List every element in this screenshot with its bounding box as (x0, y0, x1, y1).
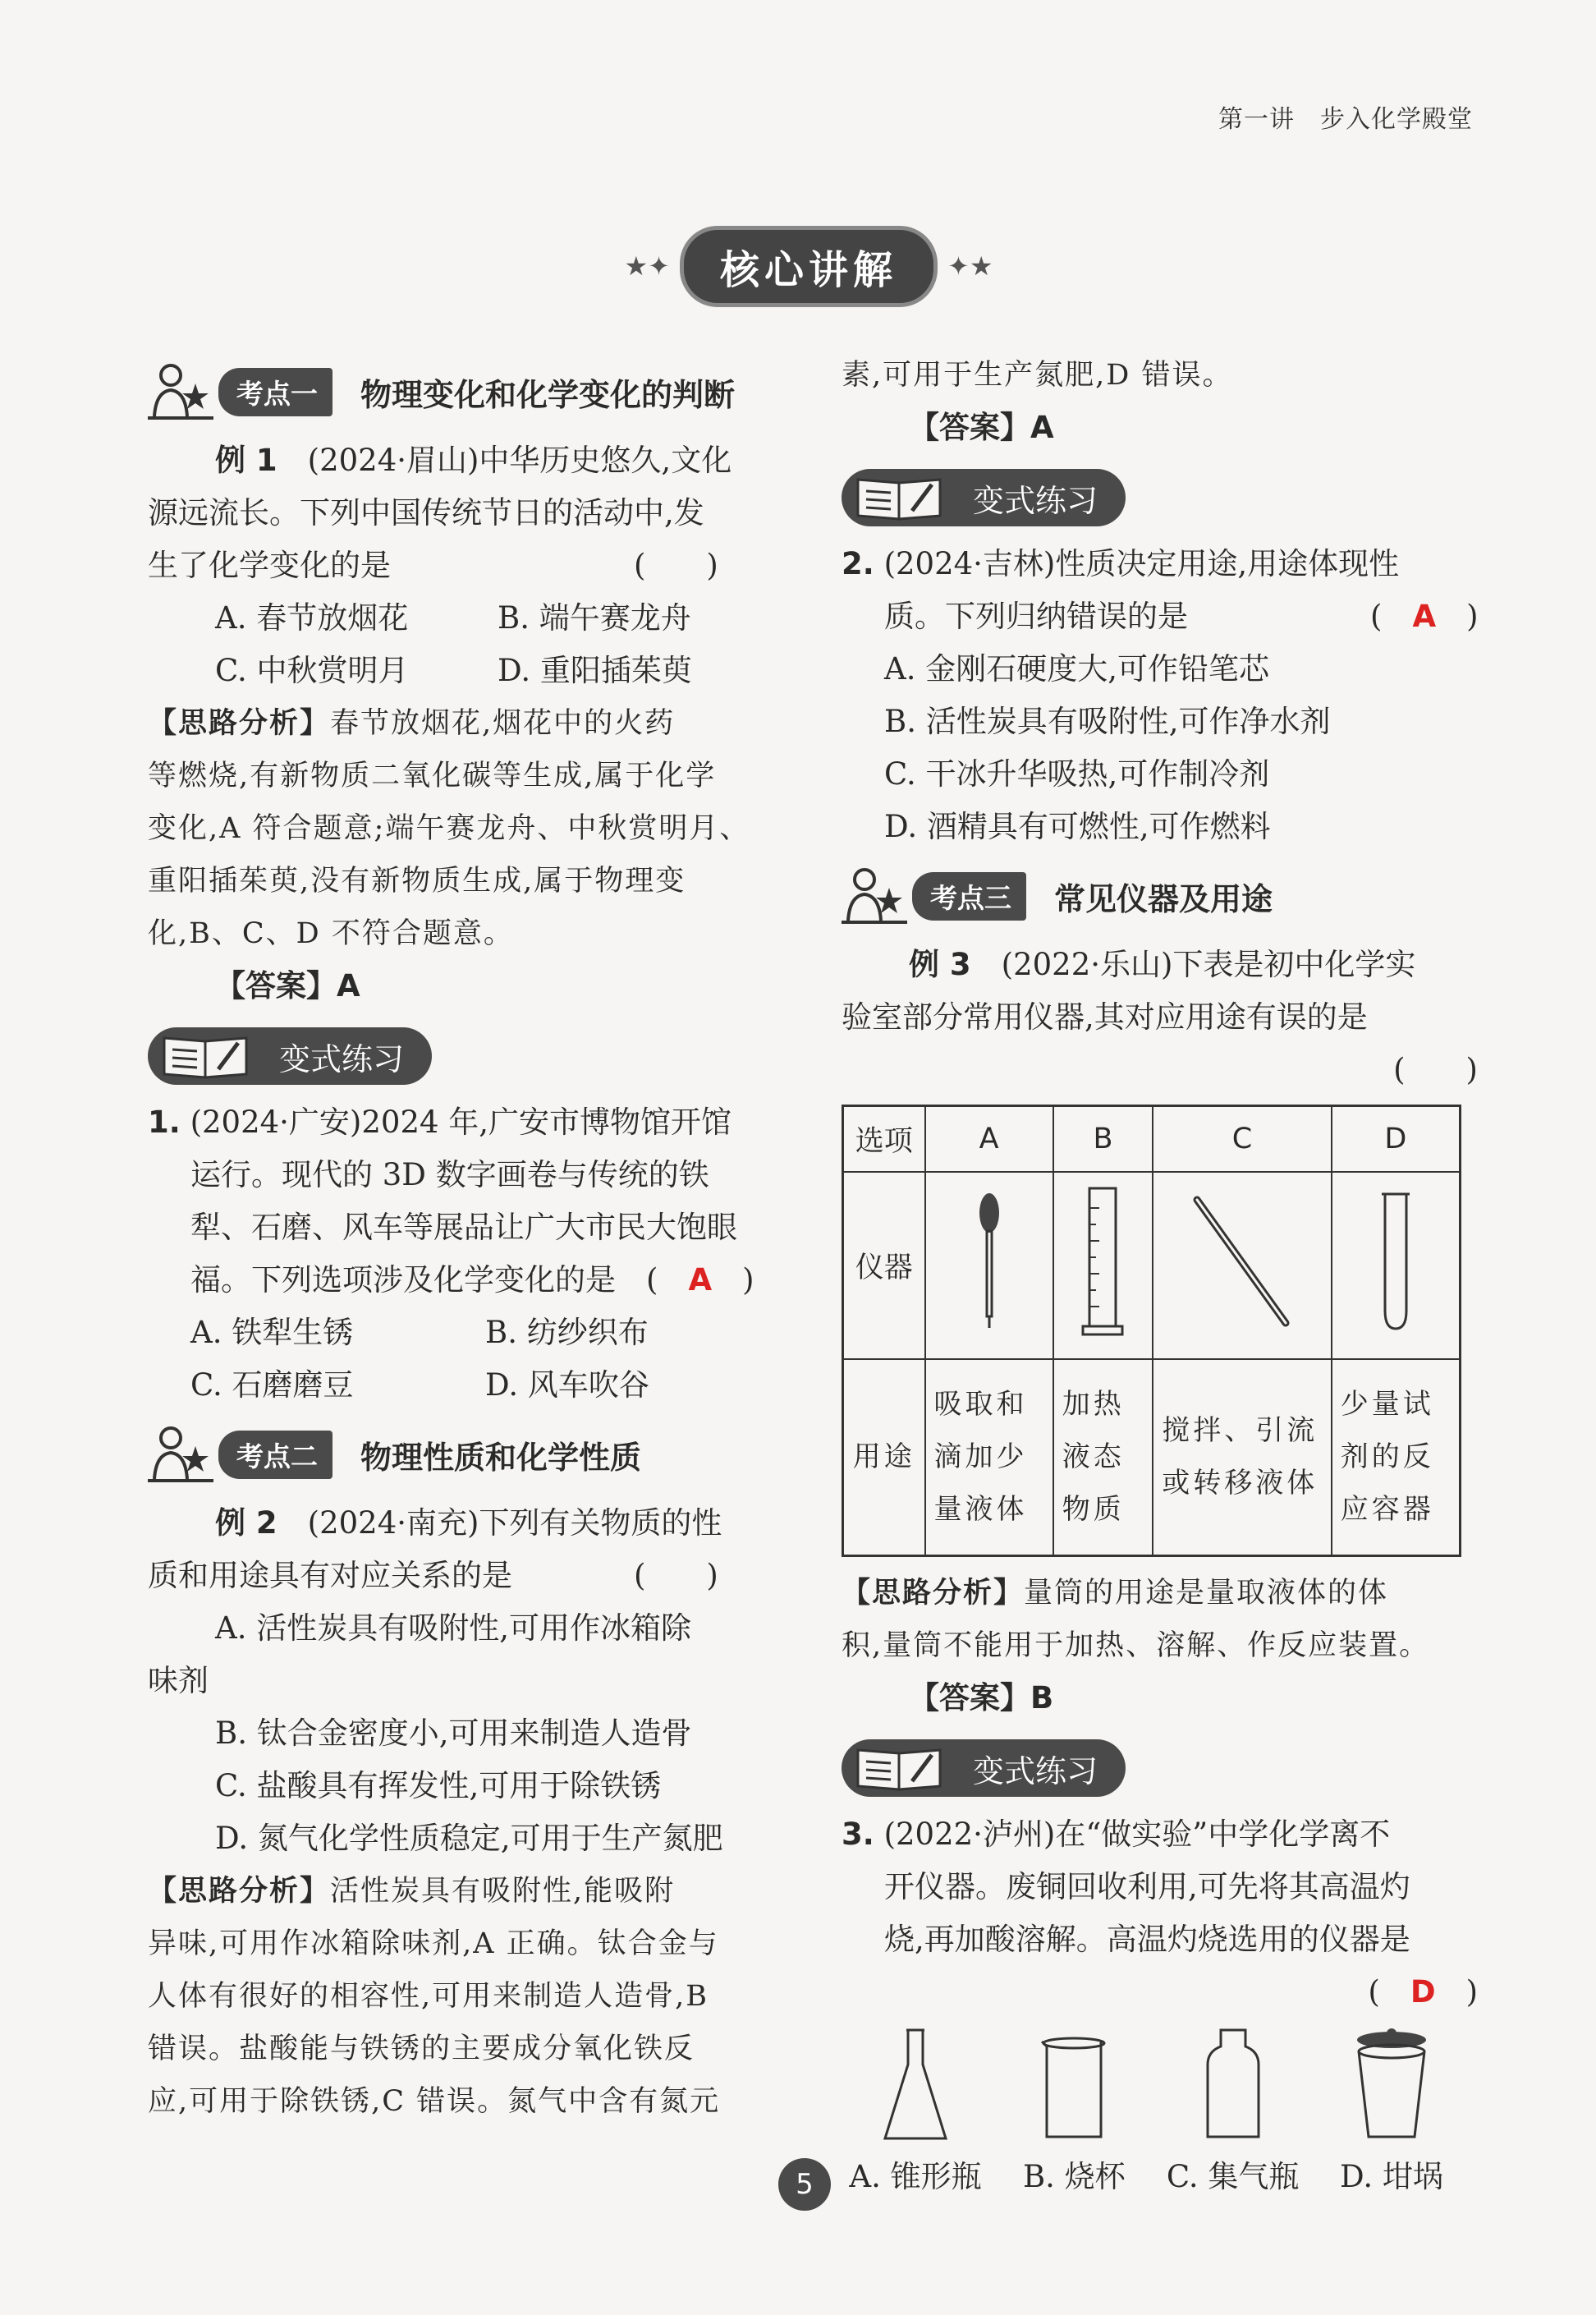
option: C. 中秋赏明月 (215, 653, 409, 688)
example-2-line (148, 1497, 780, 1550)
test-tube-icon (1375, 1187, 1416, 1335)
table-cell: 仪器 (843, 1172, 925, 1359)
table-cell: A (925, 1106, 1053, 1172)
table-cell: 用途 (843, 1359, 925, 1556)
table-row (843, 1172, 1461, 1359)
table-cell: 加热液态物质 (1053, 1359, 1153, 1556)
analysis-line (842, 1567, 1478, 1619)
option: C. 干冰升华吸热,可作制冷剂 (884, 756, 1270, 792)
example-text: 验室部分常用仪器,其对应用途有误的是 (842, 999, 1368, 1035)
keypoint-tag: 考点一 (218, 368, 332, 416)
keypoint-heading-3 (842, 858, 1478, 934)
answer-line: 【答案】A (215, 968, 360, 1004)
example-text: (2024·南充)下列有关物质的性 (307, 1505, 722, 1541)
analysis-line (148, 697, 780, 750)
table-cell (1153, 1172, 1331, 1359)
bracket-close: ) (742, 1262, 754, 1298)
running-header: 第一讲 步入化学殿堂 (1218, 105, 1473, 134)
option: B. 活性炭具有吸附性,可作净水剂 (884, 704, 1331, 739)
choice-label: A. 锥形瓶 (849, 2159, 982, 2194)
option: B. 纺纱织布 (485, 1315, 649, 1350)
question-answer-line (842, 590, 1478, 643)
example-label: 例 1 (215, 443, 277, 478)
keypoint-title: 物理性质和化学性质 (360, 1439, 642, 1476)
table-header-row (843, 1106, 1461, 1172)
beaker-icon (1037, 2023, 1111, 2147)
bracket-close: ) (1465, 1974, 1478, 2010)
example-bracket: ( ) (1393, 1052, 1478, 1087)
vessel-choice (842, 2023, 989, 2196)
question-number: 2. (842, 546, 874, 581)
option-continuation: 味剂 (148, 1663, 209, 1698)
table-cell (925, 1172, 1053, 1359)
table-cell: C (1153, 1106, 1331, 1172)
example-label: 例 2 (215, 1505, 277, 1541)
option: A. 铁犁生锈 (190, 1315, 354, 1350)
analysis-text: 应,可用于除铁锈,C 错误。氮气中含有氮元 (148, 2085, 721, 2118)
handwritten-answer: A (1412, 599, 1437, 634)
keypoint-title: 物理变化和化学变化的判断 (360, 376, 736, 413)
keypoint-title: 常见仪器及用途 (1054, 880, 1273, 917)
table-row (843, 1359, 1461, 1556)
question-1-line (148, 1096, 780, 1149)
example-text: 质和用途具有对应关系的是 ( ) (148, 1558, 718, 1593)
example-text: (2022·乐山)下表是初中化学实 (1001, 947, 1416, 982)
table-cell: 少量试剂的反应容器 (1332, 1359, 1461, 1556)
analysis-line (148, 1865, 780, 1918)
options-row (148, 1307, 780, 1359)
keypoint-heading-1 (148, 354, 780, 429)
conical-flask-icon (878, 2023, 952, 2147)
star-decoration-icon: ✦★ (947, 250, 993, 282)
analysis-tag: 【思路分析】 (148, 1875, 331, 1908)
gas-jar-icon (1196, 2023, 1270, 2147)
analysis-tag: 【思路分析】 (842, 1577, 1025, 1610)
keypoint-heading-2 (148, 1417, 780, 1492)
table-cell: 吸取和滴加少量液体 (925, 1359, 1053, 1556)
practice-heading-3 (842, 1731, 1478, 1805)
keypoint-tag: 考点三 (912, 872, 1026, 921)
table-cell: 搅拌、引流或转移液体 (1153, 1359, 1331, 1556)
right-column (842, 349, 1478, 2196)
practice-pill (842, 469, 1126, 526)
section-banner (595, 228, 1022, 304)
table-cell: B (1053, 1106, 1153, 1172)
page-number: 5 (778, 2158, 831, 2211)
question-text: (2022·泸州)在“做实验”中学化学离不 (883, 1817, 1391, 1852)
question-3-line (842, 1808, 1478, 1861)
dropper-icon (973, 1192, 1006, 1331)
option: D. 酒精具有可燃性,可作燃料 (884, 809, 1271, 844)
analysis-tag: 【思路分析】 (148, 707, 331, 740)
example-text: 源远流长。下列中国传统节日的活动中,发 (148, 495, 704, 531)
question-number: 1. (148, 1105, 181, 1140)
practice-label: 变式练习 (973, 482, 1098, 519)
vessel-choices (842, 2023, 1465, 2196)
analysis-text: 等燃烧,有新物质二氧化碳等生成,属于化学 (148, 760, 717, 792)
vessel-choice (1159, 2023, 1307, 2196)
question-text: 福。下列选项涉及化学变化的是 ( (190, 1262, 658, 1298)
book-pen-icon (853, 1743, 952, 1793)
options-row (148, 1359, 780, 1412)
question-text: 烧,再加酸溶解。高温灼烧选用的仪器是 (884, 1922, 1410, 1957)
question-text: (2024·广安)2024 年,广安市博物馆开馆 (190, 1105, 732, 1140)
analysis-text: 变化,A 符合题意;端午赛龙舟、中秋赏明月、 (148, 812, 750, 845)
question-2-line (842, 538, 1478, 590)
instrument-table (842, 1105, 1461, 1557)
handwritten-answer: D (1410, 1974, 1436, 2010)
question-answer-line (842, 1966, 1478, 2019)
crucible-icon (1351, 2023, 1433, 2147)
graduated-cylinder-icon (1078, 1183, 1127, 1339)
analysis-text: 人体有很好的相容性,可用来制造人造骨,B (148, 1980, 709, 2013)
answer-line: 【答案】A (909, 410, 1054, 445)
vessel-choice (1318, 2023, 1465, 2196)
choice-label: C. 集气瓶 (1166, 2159, 1300, 2194)
bracket-open: ( (1368, 1974, 1380, 2010)
analysis-text: 春节放烟花,烟花中的火药 (330, 707, 676, 740)
answer-line: 【答案】B (909, 1680, 1054, 1716)
person-star-icon (148, 1422, 213, 1487)
analysis-text: 素,可用于生产氮肥,D 错误。 (842, 359, 1233, 392)
table-cell: 选项 (843, 1106, 925, 1172)
keypoint-tag: 考点二 (218, 1431, 332, 1479)
analysis-text: 量筒的用途是量取液体的体 (1024, 1577, 1389, 1610)
option: D. 风车吹谷 (485, 1367, 649, 1403)
options-row (148, 592, 780, 645)
practice-heading-1 (148, 1019, 780, 1093)
choice-label: D. 坩埚 (1340, 2159, 1443, 2194)
table-cell: D (1332, 1106, 1461, 1172)
person-star-icon (842, 863, 907, 929)
practice-label: 变式练习 (973, 1752, 1098, 1789)
example-text: 生了化学变化的是 ( ) (148, 548, 718, 583)
bracket-close: ) (1466, 599, 1479, 634)
option: D. 重阳插茱萸 (498, 653, 692, 688)
left-column (148, 349, 780, 2128)
option: B. 端午赛龙舟 (498, 600, 691, 636)
question-answer-line (148, 1254, 780, 1307)
example-text: (2024·眉山)中华历史悠久,文化 (307, 443, 732, 478)
book-pen-icon (159, 1031, 258, 1081)
book-pen-icon (853, 473, 952, 522)
choice-label: B. 烧杯 (1022, 2159, 1126, 2194)
option: B. 钛合金密度小,可用来制造人造骨 (215, 1716, 692, 1751)
table-cell (1053, 1172, 1153, 1359)
analysis-text: 错误。盐酸能与铁锈的主要成分氧化铁反 (148, 2033, 695, 2065)
banner-title: 核心讲解 (680, 226, 938, 307)
practice-pill (148, 1027, 432, 1085)
table-cell (1332, 1172, 1461, 1359)
analysis-text: 化,B、C、D 不符合题意。 (148, 917, 514, 950)
question-text: 犁、石磨、风车等展品让广大市民大饱眼 (190, 1210, 737, 1245)
option: C. 盐酸具有挥发性,可用于除铁锈 (215, 1768, 662, 1803)
analysis-text: 异味,可用作冰箱除味剂,A 正确。钛合金与 (148, 1927, 719, 1960)
vessel-choice (1000, 2023, 1148, 2196)
example-1-line (148, 434, 780, 487)
option: D. 氮气化学性质稳定,可用于生产氮肥 (215, 1821, 723, 1856)
practice-label: 变式练习 (279, 1040, 405, 1077)
question-number: 3. (842, 1817, 874, 1852)
question-text: 开仪器。废铜回收利用,可先将其高温灼 (884, 1869, 1410, 1904)
glass-rod-icon (1189, 1192, 1296, 1331)
star-decoration-icon: ★✦ (624, 250, 670, 282)
example-3-line (842, 939, 1478, 991)
analysis-text: 积,量筒不能用于加热、溶解、作反应装置。 (842, 1629, 1430, 1662)
analysis-text: 重阳插茱萸,没有新物质生成,属于物理变 (148, 865, 686, 898)
option: C. 石磨磨豆 (190, 1367, 354, 1403)
question-text: 质。下列归纳错误的是 ( (884, 599, 1383, 634)
option: A. 春节放烟花 (215, 600, 409, 636)
practice-pill (842, 1739, 1126, 1797)
options-row (148, 645, 780, 697)
practice-heading-2 (842, 461, 1478, 535)
question-text: 运行。现代的 3D 数字画卷与传统的铁 (190, 1157, 709, 1192)
example-label: 例 3 (909, 947, 971, 982)
handwritten-answer: A (688, 1262, 713, 1298)
analysis-text: 活性炭具有吸附性,能吸附 (330, 1875, 676, 1908)
option: A. 活性炭具有吸附性,可用作冰箱除 (215, 1610, 692, 1646)
question-text: (2024·吉林)性质决定用途,用途体现性 (883, 546, 1400, 581)
option: A. 金刚石硬度大,可作铅笔芯 (884, 651, 1270, 687)
person-star-icon (148, 359, 213, 425)
